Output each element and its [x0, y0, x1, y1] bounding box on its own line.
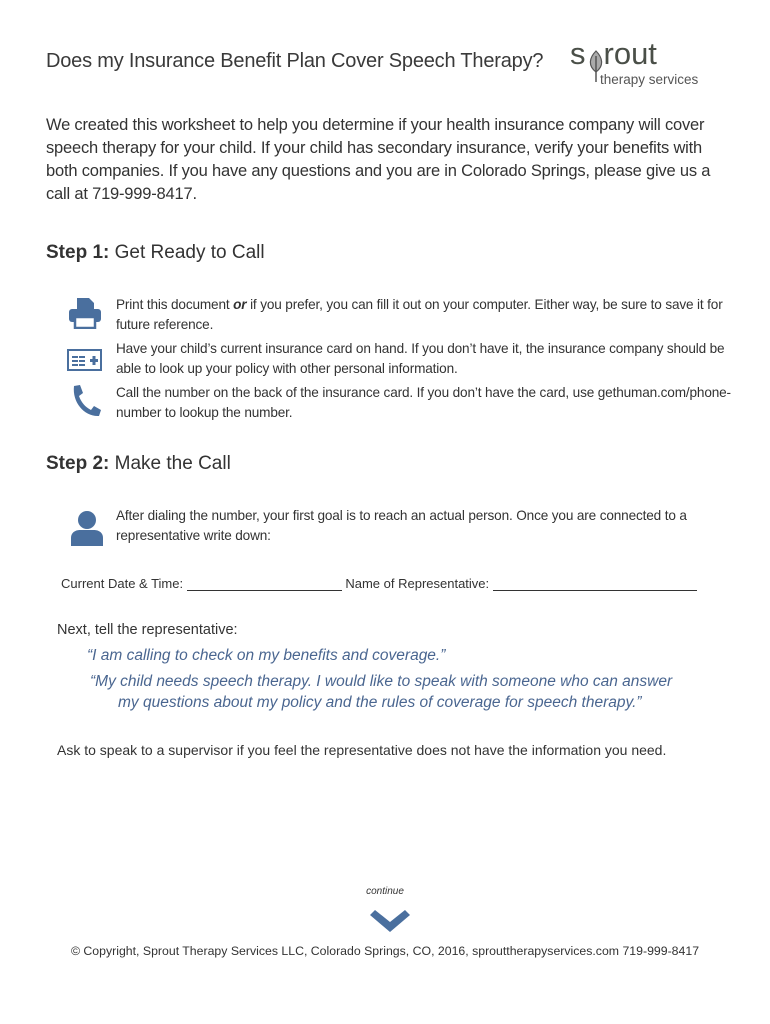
- step1-label: Step 1:: [46, 242, 110, 263]
- step2-heading: [46, 453, 231, 475]
- date-time-field[interactable]: [187, 577, 342, 591]
- logo-subtitle: therapy services: [600, 72, 699, 87]
- date-time-label: Current Date & Time:: [61, 576, 184, 591]
- step1-heading: [46, 242, 265, 264]
- insurance-card-icon: [67, 349, 102, 371]
- chevron-down-icon[interactable]: [369, 910, 411, 932]
- step1-item-card: Have your child’s current insurance card on hand. If you don’t have it, the insurance company should be able to look up your policy with other personal information.: [116, 341, 725, 376]
- phone-icon: [70, 384, 102, 418]
- footer-copyright: © Copyright, Sprout Therapy Services LLC, Colorado Springs, CO, 2016, sprouttherapyservices.com 719-999-8417: [70, 944, 700, 958]
- call-info-fields: [61, 576, 697, 591]
- step1-item-print: Print this document or if you prefer, you can fill it out on your computer. Either way, be sure to save it for future reference.: [116, 297, 723, 332]
- next-instruction: Next, tell the representative:: [57, 622, 238, 638]
- logo-word-visual: s rout: [570, 36, 657, 71]
- continue-label: continue: [366, 886, 404, 897]
- step1-title: Get Ready to Call: [114, 242, 265, 263]
- printer-icon: [68, 297, 102, 329]
- representative-label: Name of Representative:: [345, 576, 490, 591]
- step2-label: Step 2:: [46, 453, 110, 474]
- intro-paragraph: We created this worksheet to help you determine if your health insurance company will cover speech therapy for your child. If your child has secondary insurance, verify your benefits with both companies. If you have any questions and you are in Colorado Springs, please give us a call at 719-999-8417.: [46, 116, 711, 203]
- step1-item-call: Call the number on the back of the insurance card. If you don’t have the card, use gethuman.com/phone-number to lookup the number.: [116, 385, 731, 420]
- sprout-logo: [570, 36, 710, 92]
- person-icon: [70, 510, 104, 547]
- quote-speech-therapy: “My child needs speech therapy. I would like to speak with someone who can answer my questions about my policy and the rules of coverage for speech therapy.”: [90, 673, 673, 711]
- supervisor-note: Ask to speak to a supervisor if you feel the representative does not have the information you need.: [57, 742, 667, 758]
- page-title: Does my Insurance Benefit Plan Cover Speech Therapy?: [46, 50, 544, 72]
- quote-benefits: “I am calling to check on my benefits and coverage.”: [87, 647, 446, 664]
- representative-name-field[interactable]: [493, 577, 697, 591]
- step2-intro: After dialing the number, your first goal is to reach an actual person. Once you are connected to a representative write down:: [116, 508, 687, 543]
- step2-title: Make the Call: [114, 453, 231, 474]
